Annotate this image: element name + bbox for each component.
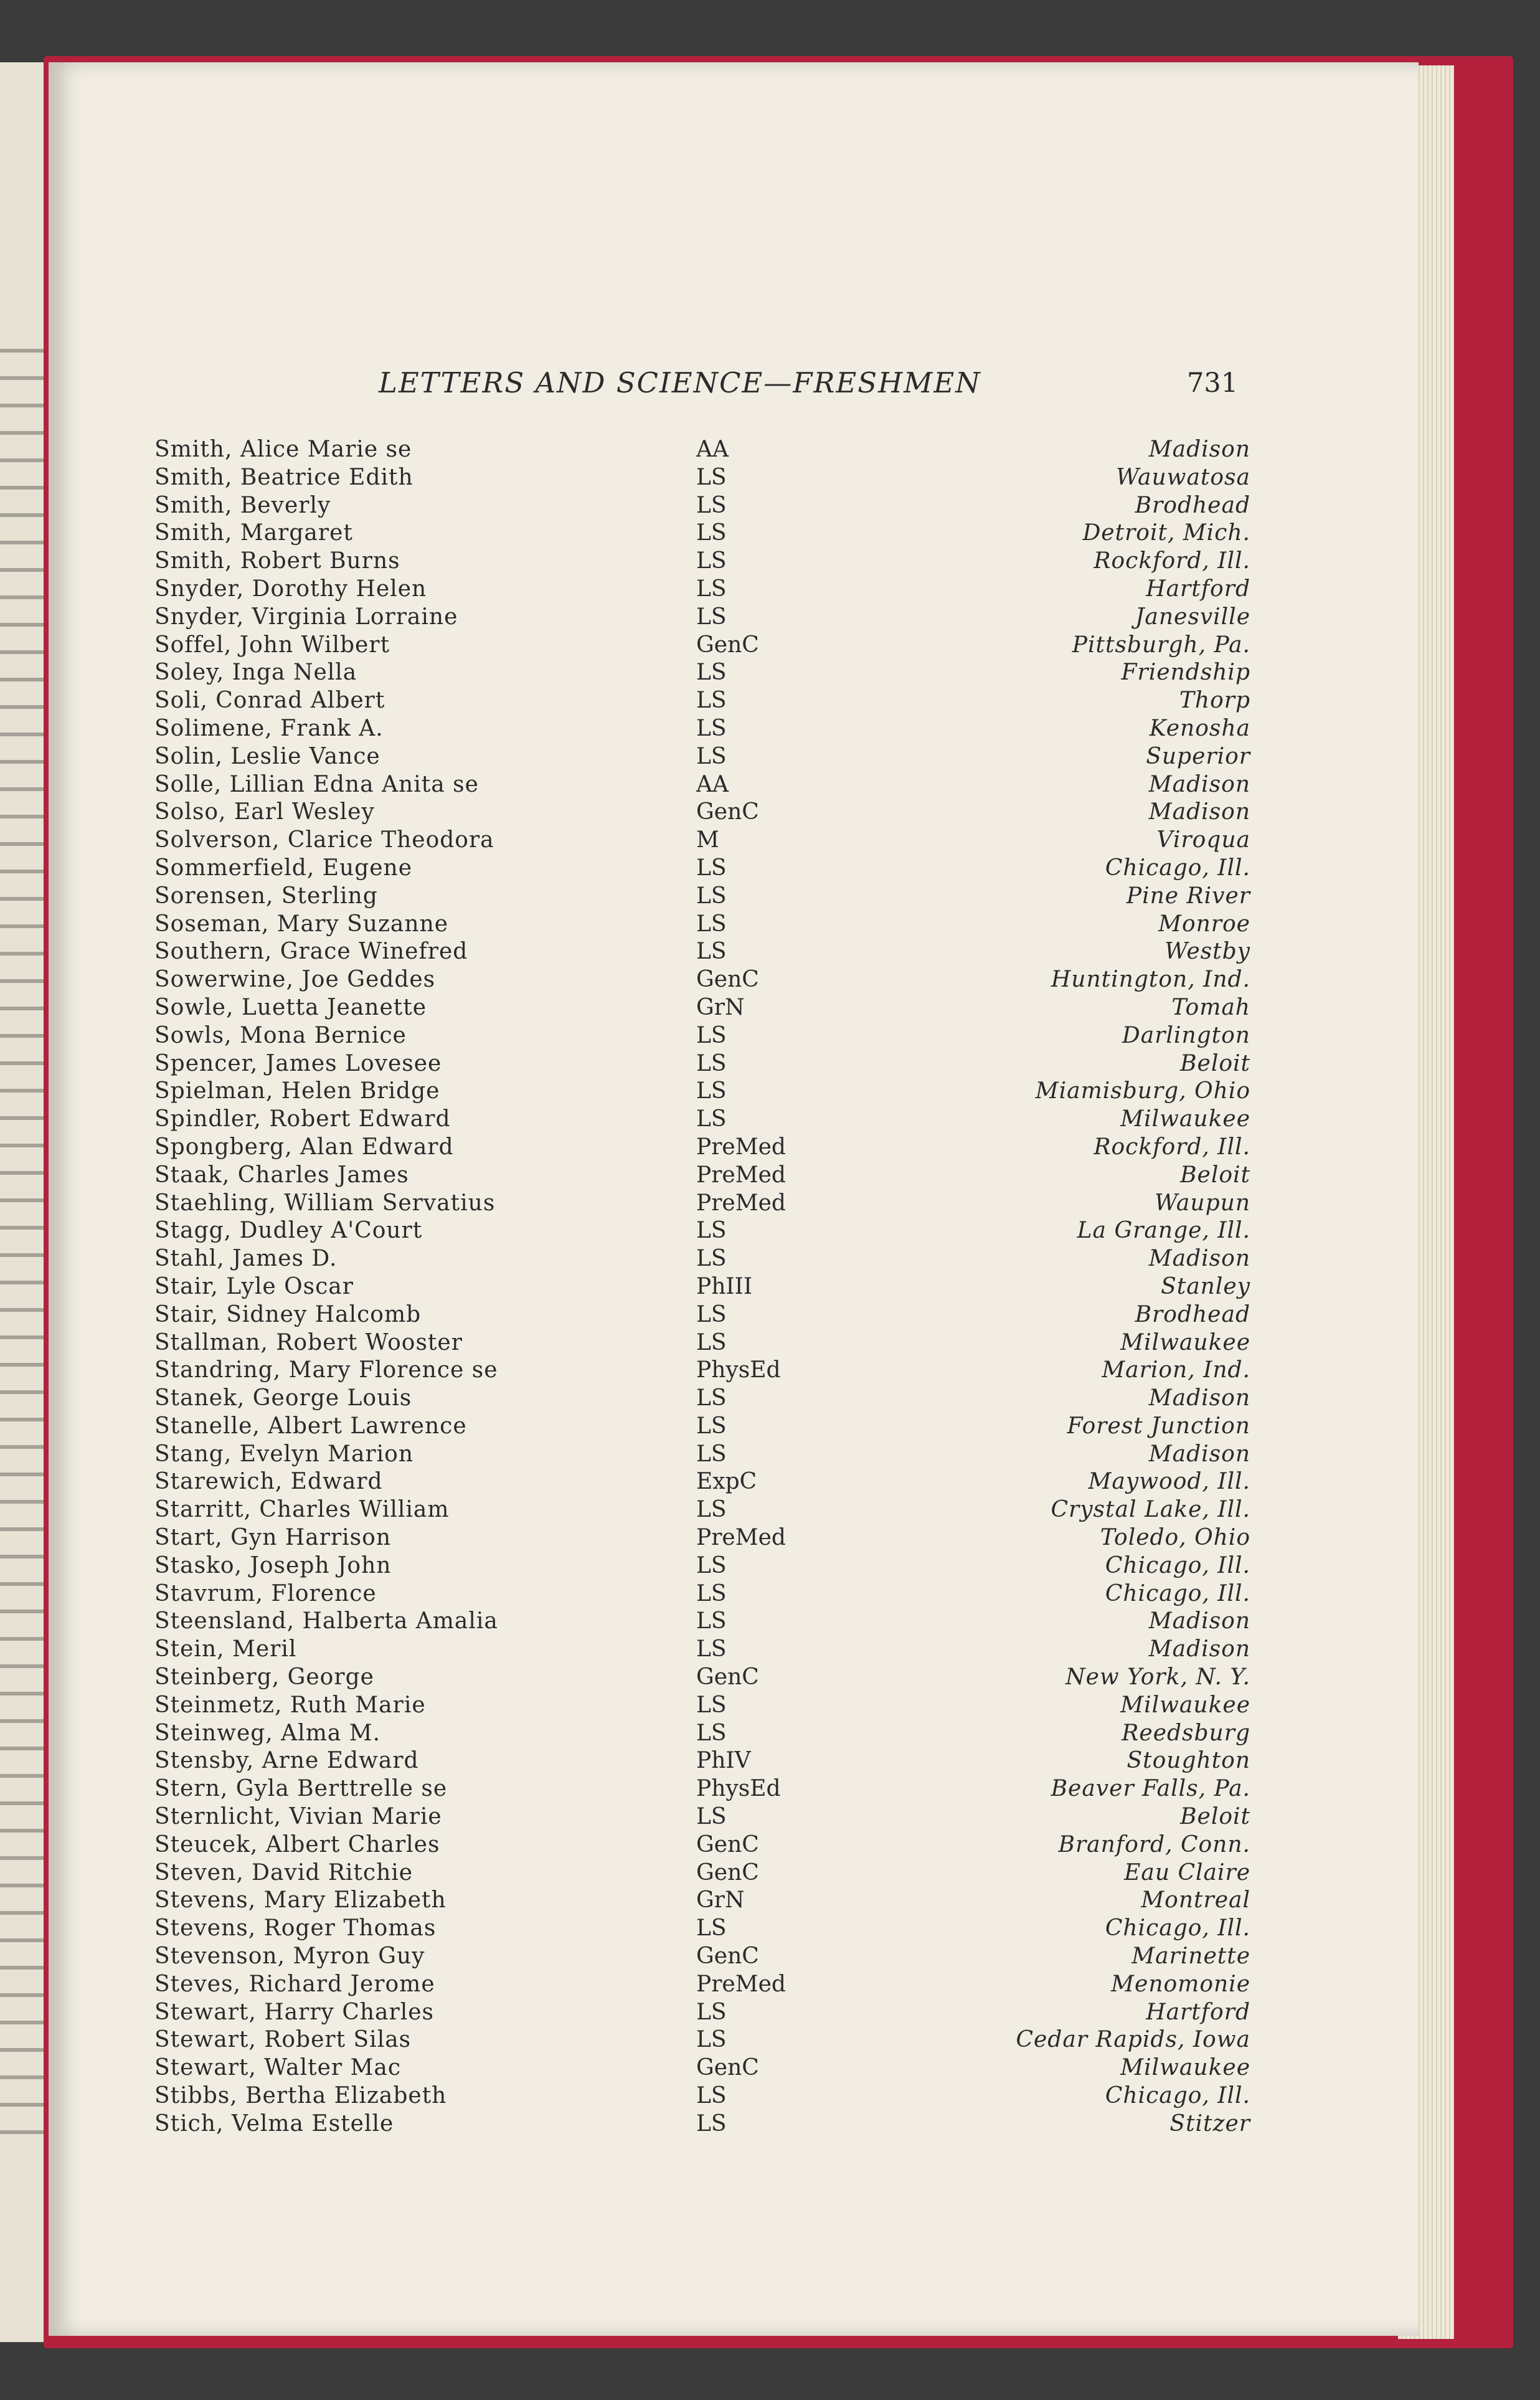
course-code: LS [696, 1608, 727, 1634]
student-name: Stang, Evelyn Marion [154, 1441, 414, 1467]
hometown: Rockford, Ill. [1094, 548, 1250, 574]
list-item [154, 2082, 1250, 2110]
list-item [154, 2110, 1250, 2138]
course-code: LS [696, 1804, 727, 1830]
course-code: LS [696, 1636, 727, 1662]
list-item [154, 1385, 1250, 1413]
list-item [154, 1887, 1250, 1915]
list-item [154, 743, 1250, 771]
student-name: Starritt, Charles William [154, 1497, 450, 1523]
list-item [154, 1524, 1250, 1552]
hometown: Chicago, Ill. [1105, 1915, 1250, 1942]
course-code: PhysEd [696, 1776, 781, 1802]
list-item [154, 1106, 1250, 1134]
student-name: Stewart, Walter Mac [154, 2055, 402, 2081]
hometown: Montreal [1141, 1887, 1250, 1914]
course-code: LS [696, 1050, 727, 1076]
student-name: Stewart, Harry Charles [154, 1999, 435, 2025]
course-code: LS [696, 464, 727, 490]
book-page [49, 62, 1419, 2336]
student-name: Spielman, Helen Bridge [154, 1078, 440, 1104]
hometown: Thorp [1179, 688, 1250, 714]
hometown: Westby [1164, 939, 1250, 965]
list-item [154, 1441, 1250, 1469]
course-code: LS [696, 2027, 727, 2053]
course-code: LS [696, 2110, 727, 2137]
hometown: Detroit, Mich. [1082, 520, 1250, 546]
course-code: GenC [696, 967, 759, 993]
course-code: PreMed [696, 1134, 786, 1160]
student-name: Soley, Inga Nella [154, 660, 357, 686]
hometown: Madison [1148, 1441, 1250, 1467]
course-code: LS [696, 520, 727, 546]
list-item [154, 1636, 1250, 1664]
list-item [154, 1664, 1250, 1692]
hometown: Darlington [1122, 1022, 1250, 1048]
hometown: Branford, Conn. [1058, 1831, 1250, 1857]
list-item [154, 464, 1250, 492]
student-name: Stanelle, Albert Lawrence [154, 1413, 467, 1439]
course-code: LS [696, 1580, 727, 1606]
list-item [154, 2026, 1250, 2054]
hometown: Crystal Lake, Ill. [1051, 1497, 1250, 1523]
course-code: ExpC [696, 1469, 757, 1495]
student-name: Stevens, Roger Thomas [154, 1915, 437, 1942]
hometown: Chicago, Ill. [1105, 1552, 1250, 1578]
list-item [154, 1720, 1250, 1748]
student-name: Stair, Sidney Halcomb [154, 1301, 422, 1327]
course-code: GrN [696, 1887, 745, 1914]
student-name: Southern, Grace Winefred [154, 939, 468, 965]
course-code: LS [696, 939, 727, 965]
student-name: Sommerfield, Eugene [154, 855, 413, 881]
hometown: Beloit [1180, 1050, 1250, 1076]
student-name: Sowerwine, Joe Geddes [154, 967, 436, 993]
student-name: Stasko, Joseph John [154, 1552, 392, 1578]
hometown: Chicago, Ill. [1105, 855, 1250, 881]
list-item [154, 771, 1250, 799]
course-code: AA [696, 771, 729, 797]
student-name: Stensby, Arne Edward [154, 1748, 419, 1774]
course-code: GenC [696, 1831, 759, 1857]
course-code: LS [696, 492, 727, 518]
list-item [154, 1999, 1250, 2027]
hometown: Pine River [1126, 883, 1250, 909]
student-name: Starewich, Edward [154, 1469, 383, 1495]
student-name: Stavrum, Florence [154, 1580, 377, 1606]
hometown: Beloit [1180, 1162, 1250, 1188]
hometown: Beloit [1180, 1804, 1250, 1830]
student-name: Soli, Conrad Albert [154, 688, 385, 714]
hometown: Madison [1148, 437, 1250, 462]
list-item [154, 1217, 1250, 1245]
course-code: LS [696, 1301, 727, 1327]
course-code: LS [696, 660, 727, 686]
list-item [154, 1078, 1250, 1106]
list-item [154, 1357, 1250, 1385]
list-item [154, 632, 1250, 660]
course-code: GenC [696, 632, 759, 658]
hometown: Madison [1148, 1608, 1250, 1634]
list-item [154, 1915, 1250, 1943]
list-item [154, 1692, 1250, 1720]
student-name: Steinweg, Alma M. [154, 1720, 381, 1746]
course-code: LS [696, 1915, 727, 1942]
student-name: Spongberg, Alan Edward [154, 1134, 454, 1160]
hometown: Huntington, Ind. [1051, 967, 1250, 993]
list-item [154, 492, 1250, 520]
student-name: Standring, Mary Florence se [154, 1357, 498, 1383]
list-item [154, 1301, 1250, 1329]
course-code: PreMed [696, 1162, 786, 1188]
list-item [154, 1468, 1250, 1496]
hometown: Milwaukee [1120, 1329, 1250, 1355]
hometown: Reedsburg [1122, 1720, 1250, 1746]
list-item [154, 1608, 1250, 1636]
hometown: Madison [1148, 1636, 1250, 1662]
list-item [154, 1859, 1250, 1887]
course-code: LS [696, 1106, 727, 1132]
course-code: GenC [696, 1859, 759, 1885]
hometown: Beaver Falls, Pa. [1051, 1776, 1250, 1802]
course-code: PreMed [696, 1971, 786, 1997]
hometown: La Grange, Ill. [1077, 1218, 1250, 1244]
hometown: Madison [1148, 771, 1250, 797]
course-code: PhIV [696, 1748, 751, 1774]
list-item [154, 659, 1250, 687]
student-name: Staehling, William Servatius [154, 1190, 496, 1216]
hometown: Cedar Rapids, Iowa [1016, 2027, 1250, 2053]
hometown: Hartford [1146, 576, 1250, 602]
list-item [154, 1831, 1250, 1859]
list-item [154, 1775, 1250, 1803]
list-item [154, 687, 1250, 715]
course-code: LS [696, 1441, 727, 1467]
hometown: Menomonie [1111, 1971, 1250, 1997]
course-code: LS [696, 855, 727, 881]
student-name: Sowls, Mona Bernice [154, 1022, 407, 1048]
list-item [154, 938, 1250, 966]
hometown: Miamisburg, Ohio [1035, 1078, 1250, 1104]
hometown: Chicago, Ill. [1105, 2083, 1250, 2109]
list-item [154, 576, 1250, 604]
list-item [154, 911, 1250, 939]
student-name: Smith, Margaret [154, 520, 353, 546]
course-code: PreMed [696, 1190, 786, 1216]
hometown: Maywood, Ill. [1088, 1469, 1250, 1495]
student-name: Steves, Richard Jerome [154, 1971, 435, 1997]
list-item [154, 1943, 1250, 1971]
previous-page-text-edge [0, 349, 44, 2155]
course-code: LS [696, 1999, 727, 2025]
hometown: New York, N. Y. [1065, 1664, 1250, 1691]
student-name: Stevens, Mary Elizabeth [154, 1887, 446, 1914]
course-code: LS [696, 883, 727, 909]
hometown: Chicago, Ill. [1105, 1580, 1250, 1606]
course-code: LS [696, 1385, 727, 1411]
course-code: LS [696, 1552, 727, 1578]
course-code: LS [696, 576, 727, 602]
list-item [154, 436, 1250, 464]
list-item [154, 1580, 1250, 1608]
list-item [154, 548, 1250, 576]
list-item [154, 1134, 1250, 1162]
student-name: Stein, Meril [154, 1636, 297, 1662]
page-header-title: LETTERS AND SCIENCE—FRESHMEN [379, 366, 981, 399]
student-name: Sowle, Luetta Jeanette [154, 994, 427, 1020]
list-item [154, 1803, 1250, 1831]
list-item [154, 1050, 1250, 1078]
list-item [154, 827, 1250, 855]
course-code: LS [696, 548, 727, 574]
previous-page-edge [0, 62, 44, 2342]
hometown: Forest Junction [1067, 1413, 1250, 1439]
hometown: Viroqua [1156, 827, 1250, 853]
course-code: GrN [696, 994, 745, 1020]
student-name: Stahl, James D. [154, 1246, 338, 1272]
hometown: Wauwatosa [1116, 464, 1250, 490]
hometown: Madison [1148, 1246, 1250, 1272]
hometown: Brodhead [1135, 492, 1250, 518]
course-code: LS [696, 1497, 727, 1523]
student-name: Stallman, Robert Wooster [154, 1329, 463, 1355]
hometown: Rockford, Ill. [1094, 1134, 1250, 1160]
course-code: GenC [696, 799, 759, 825]
list-item [154, 519, 1250, 548]
list-item [154, 1496, 1250, 1524]
student-name: Sternlicht, Vivian Marie [154, 1804, 442, 1830]
student-name: Spencer, James Lovesee [154, 1050, 442, 1076]
course-code: LS [696, 604, 727, 630]
student-name: Stern, Gyla Berttrelle se [154, 1776, 448, 1802]
student-name: Spindler, Robert Edward [154, 1106, 451, 1132]
hometown: Madison [1148, 799, 1250, 825]
hometown: Kenosha [1149, 715, 1250, 741]
course-code: LS [696, 1413, 727, 1439]
list-item [154, 1162, 1250, 1190]
hometown: Milwaukee [1120, 2055, 1250, 2081]
list-item [154, 1273, 1250, 1301]
student-name: Stair, Lyle Oscar [154, 1273, 354, 1299]
list-item [154, 799, 1250, 827]
hometown: Stoughton [1127, 1748, 1250, 1774]
student-name: Solverson, Clarice Theodora [154, 827, 494, 853]
hometown: Brodhead [1135, 1301, 1250, 1327]
student-name: Solin, Leslie Vance [154, 743, 380, 769]
student-name: Smith, Robert Burns [154, 548, 400, 574]
list-item [154, 1552, 1250, 1580]
list-item [154, 715, 1250, 743]
hometown: Madison [1148, 1385, 1250, 1411]
list-item [154, 1747, 1250, 1775]
hometown: Marinette [1131, 1943, 1250, 1970]
list-item [154, 2054, 1250, 2082]
course-code: LS [696, 1078, 727, 1104]
list-item [154, 604, 1250, 632]
hometown: Marion, Ind. [1102, 1357, 1250, 1383]
student-name: Smith, Beverly [154, 492, 331, 518]
hometown: Tomah [1171, 994, 1250, 1020]
hometown: Toledo, Ohio [1100, 1525, 1250, 1551]
hometown: Eau Claire [1124, 1859, 1250, 1885]
list-item [154, 966, 1250, 994]
course-code: GenC [696, 1943, 759, 1970]
student-name: Solimene, Frank A. [154, 715, 384, 741]
student-name: Steven, David Ritchie [154, 1859, 413, 1885]
list-item [154, 1971, 1250, 1999]
student-name: Soffel, John Wilbert [154, 632, 390, 658]
student-list [154, 436, 1250, 2138]
course-code: PreMed [696, 1525, 786, 1551]
list-item [154, 883, 1250, 911]
student-name: Snyder, Dorothy Helen [154, 576, 427, 602]
course-code: LS [696, 1329, 727, 1355]
student-name: Stewart, Robert Silas [154, 2027, 412, 2053]
student-name: Steensland, Halberta Amalia [154, 1608, 498, 1634]
course-code: PhIII [696, 1273, 753, 1299]
student-name: Steucek, Albert Charles [154, 1831, 440, 1857]
hometown: Hartford [1146, 1999, 1250, 2025]
list-item [154, 1022, 1250, 1050]
course-code: LS [696, 688, 727, 714]
student-name: Steinberg, George [154, 1664, 374, 1691]
student-name: Solso, Earl Wesley [154, 799, 375, 825]
student-name: Steinmetz, Ruth Marie [154, 1692, 426, 1718]
course-code: LS [696, 1692, 727, 1718]
list-item [154, 1245, 1250, 1273]
course-code: LS [696, 911, 727, 937]
course-code: LS [696, 1720, 727, 1746]
student-name: Stich, Velma Estelle [154, 2110, 394, 2137]
hometown: Waupun [1155, 1190, 1250, 1216]
student-name: Snyder, Virginia Lorraine [154, 604, 458, 630]
student-name: Stagg, Dudley A'Court [154, 1218, 423, 1244]
list-item [154, 1329, 1250, 1357]
hometown: Pittsburgh, Pa. [1072, 632, 1250, 658]
student-name: Sorensen, Sterling [154, 883, 378, 909]
student-name: Smith, Beatrice Edith [154, 464, 413, 490]
student-name: Smith, Alice Marie se [154, 437, 412, 462]
list-item [154, 855, 1250, 883]
list-item [154, 994, 1250, 1022]
hometown: Stitzer [1169, 2110, 1250, 2137]
course-code: GenC [696, 1664, 759, 1691]
hometown: Janesville [1135, 604, 1250, 630]
hometown: Milwaukee [1120, 1692, 1250, 1718]
hometown: Milwaukee [1120, 1106, 1250, 1132]
student-name: Staak, Charles James [154, 1162, 409, 1188]
student-name: Solle, Lillian Edna Anita se [154, 771, 479, 797]
hometown: Monroe [1158, 911, 1250, 937]
course-code: LS [696, 1022, 727, 1048]
student-name: Start, Gyn Harrison [154, 1525, 392, 1551]
course-code: LS [696, 743, 727, 769]
course-code: M [696, 827, 719, 853]
list-item [154, 1413, 1250, 1441]
hometown: Superior [1146, 743, 1250, 769]
student-name: Soseman, Mary Suzanne [154, 911, 449, 937]
hometown: Stanley [1161, 1273, 1250, 1299]
course-code: LS [696, 2083, 727, 2109]
course-code: LS [696, 715, 727, 741]
list-item [154, 1190, 1250, 1218]
student-name: Stevenson, Myron Guy [154, 1943, 425, 1970]
course-code: PhysEd [696, 1357, 781, 1383]
student-name: Stanek, George Louis [154, 1385, 412, 1411]
page-number: 731 [1187, 368, 1239, 399]
course-code: GenC [696, 2055, 759, 2081]
hometown: Friendship [1121, 660, 1250, 686]
course-code: LS [696, 1246, 727, 1272]
course-code: AA [696, 437, 729, 462]
student-name: Stibbs, Bertha Elizabeth [154, 2083, 447, 2109]
course-code: LS [696, 1218, 727, 1244]
